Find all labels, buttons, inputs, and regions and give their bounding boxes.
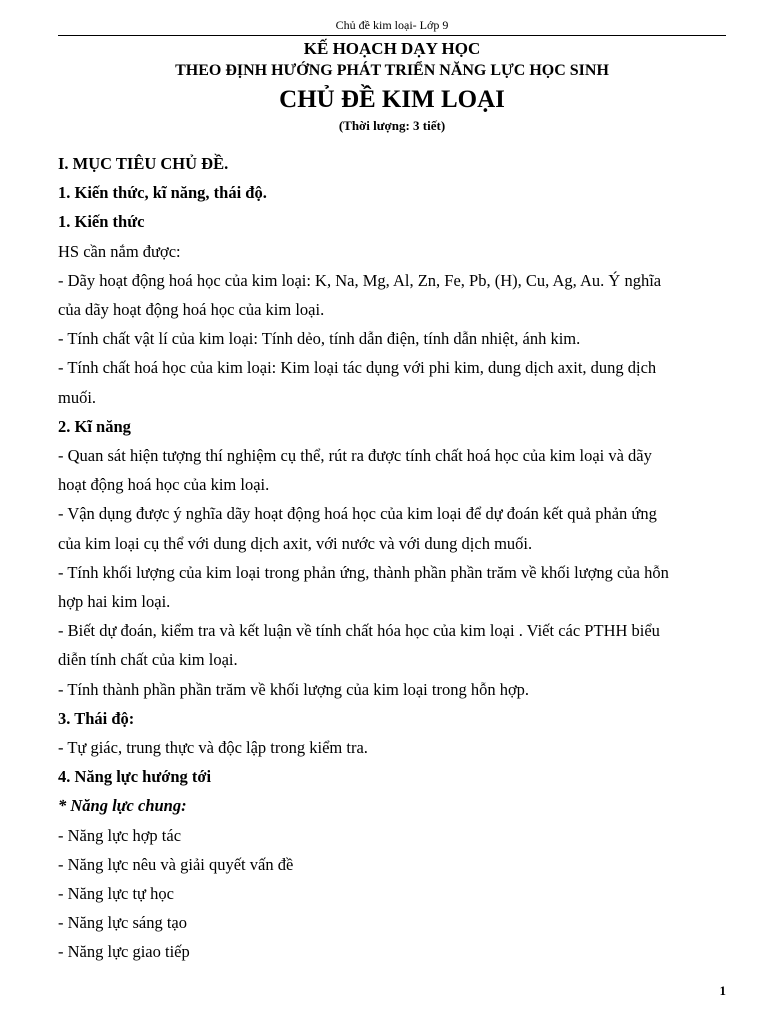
- skill-item-4-line-2: diễn tính chất của kim loại.: [58, 650, 238, 670]
- knowledge-item-3-line-2: muối.: [58, 387, 97, 407]
- document-body: [58, 149, 726, 967]
- plan-title: KẾ HOẠCH DẠY HỌC: [303, 39, 481, 58]
- general-competence-heading: * Năng lực chung:: [58, 796, 187, 816]
- skill-item-3-line-2: hợp hai kim loại.: [58, 592, 171, 612]
- skill-item-3-line-1: - Tính khối lượng của kim loại trong phản ứng, thành phần phần trăm về khối lượng của hỗn: [58, 562, 669, 582]
- duration-note: (Thời lượng: 3 tiết): [338, 118, 446, 133]
- skill-item-5: - Tính thành phần phần trăm về khối lượng của kim loại trong hỗn hợp.: [58, 679, 530, 699]
- subsection-heading-attitude: 3. Thái độ:: [58, 708, 135, 728]
- subsection-heading-competence: 4. Năng lực hướng tới: [58, 767, 212, 787]
- skill-item-1-line-1: - Quan sát hiện tượng thí nghiệm cụ thể, rút ra được tính chất hoá học của kim loại và dãy: [58, 446, 652, 466]
- attitude-item-1: - Tự giác, trung thực và độc lập trong kiểm tra.: [58, 738, 368, 758]
- section-heading-objectives: I. MỤC TIÊU CHỦ ĐỀ.: [58, 154, 229, 173]
- knowledge-item-1-line-2: của dãy hoạt động hoá học của kim loại.: [58, 300, 325, 320]
- title-block: [58, 38, 726, 135]
- orientation-subtitle: THEO ĐỊNH HƯỚNG PHÁT TRIỂN NĂNG LỰC HỌC SINH: [175, 62, 609, 79]
- topic-title: CHỦ ĐỀ KIM LOẠI: [279, 86, 505, 113]
- knowledge-item-2: - Tính chất vật lí của kim loại: Tính dẻo, tính dẫn điện, tính dẫn nhiệt, ánh kim.: [58, 329, 581, 349]
- competence-item-5: - Năng lực giao tiếp: [58, 942, 190, 962]
- knowledge-item-3-line-1: - Tính chất hoá học của kim loại: Kim loại tác dụng với phi kim, dung dịch axit, dung dịch: [58, 358, 657, 378]
- subsection-heading-skills: 2. Kĩ năng: [58, 416, 131, 436]
- page-number: 1: [719, 983, 726, 998]
- knowledge-intro: HS cần nắm được:: [58, 241, 181, 261]
- running-header: Chủ đề kim loại- Lớp 9: [58, 16, 726, 36]
- competence-item-3: - Năng lực tự học: [58, 884, 174, 904]
- subsection-heading-kkt: 1. Kiến thức, kĩ năng, thái độ.: [58, 183, 267, 203]
- competence-item-2: - Năng lực nêu và giải quyết vấn đề: [58, 854, 294, 874]
- competence-item-1: - Năng lực hợp tác: [58, 825, 182, 845]
- skill-item-1-line-2: hoạt động hoá học của kim loại.: [58, 475, 270, 495]
- skill-item-2-line-2: của kim loại cụ thể với dung dịch axit, với nước và với dung dịch muối.: [58, 533, 533, 553]
- skill-item-2-line-1: - Vận dụng được ý nghĩa dãy hoạt động hoá học của kim loại để dự đoán kết quả phản ứng: [58, 504, 657, 524]
- skill-item-4-line-1: - Biết dự đoán, kiểm tra và kết luận về tính chất hóa học của kim loại . Viết các PTHH biểu: [58, 621, 660, 641]
- subsection-heading-knowledge: 1. Kiến thức: [58, 212, 145, 232]
- knowledge-item-1-line-1: - Dãy hoạt động hoá học của kim loại: K, Na, Mg, Al, Zn, Fe, Pb, (H), Cu, Ag, Au. Ý nghĩa: [58, 270, 662, 290]
- competence-item-4: - Năng lực sáng tạo: [58, 913, 187, 933]
